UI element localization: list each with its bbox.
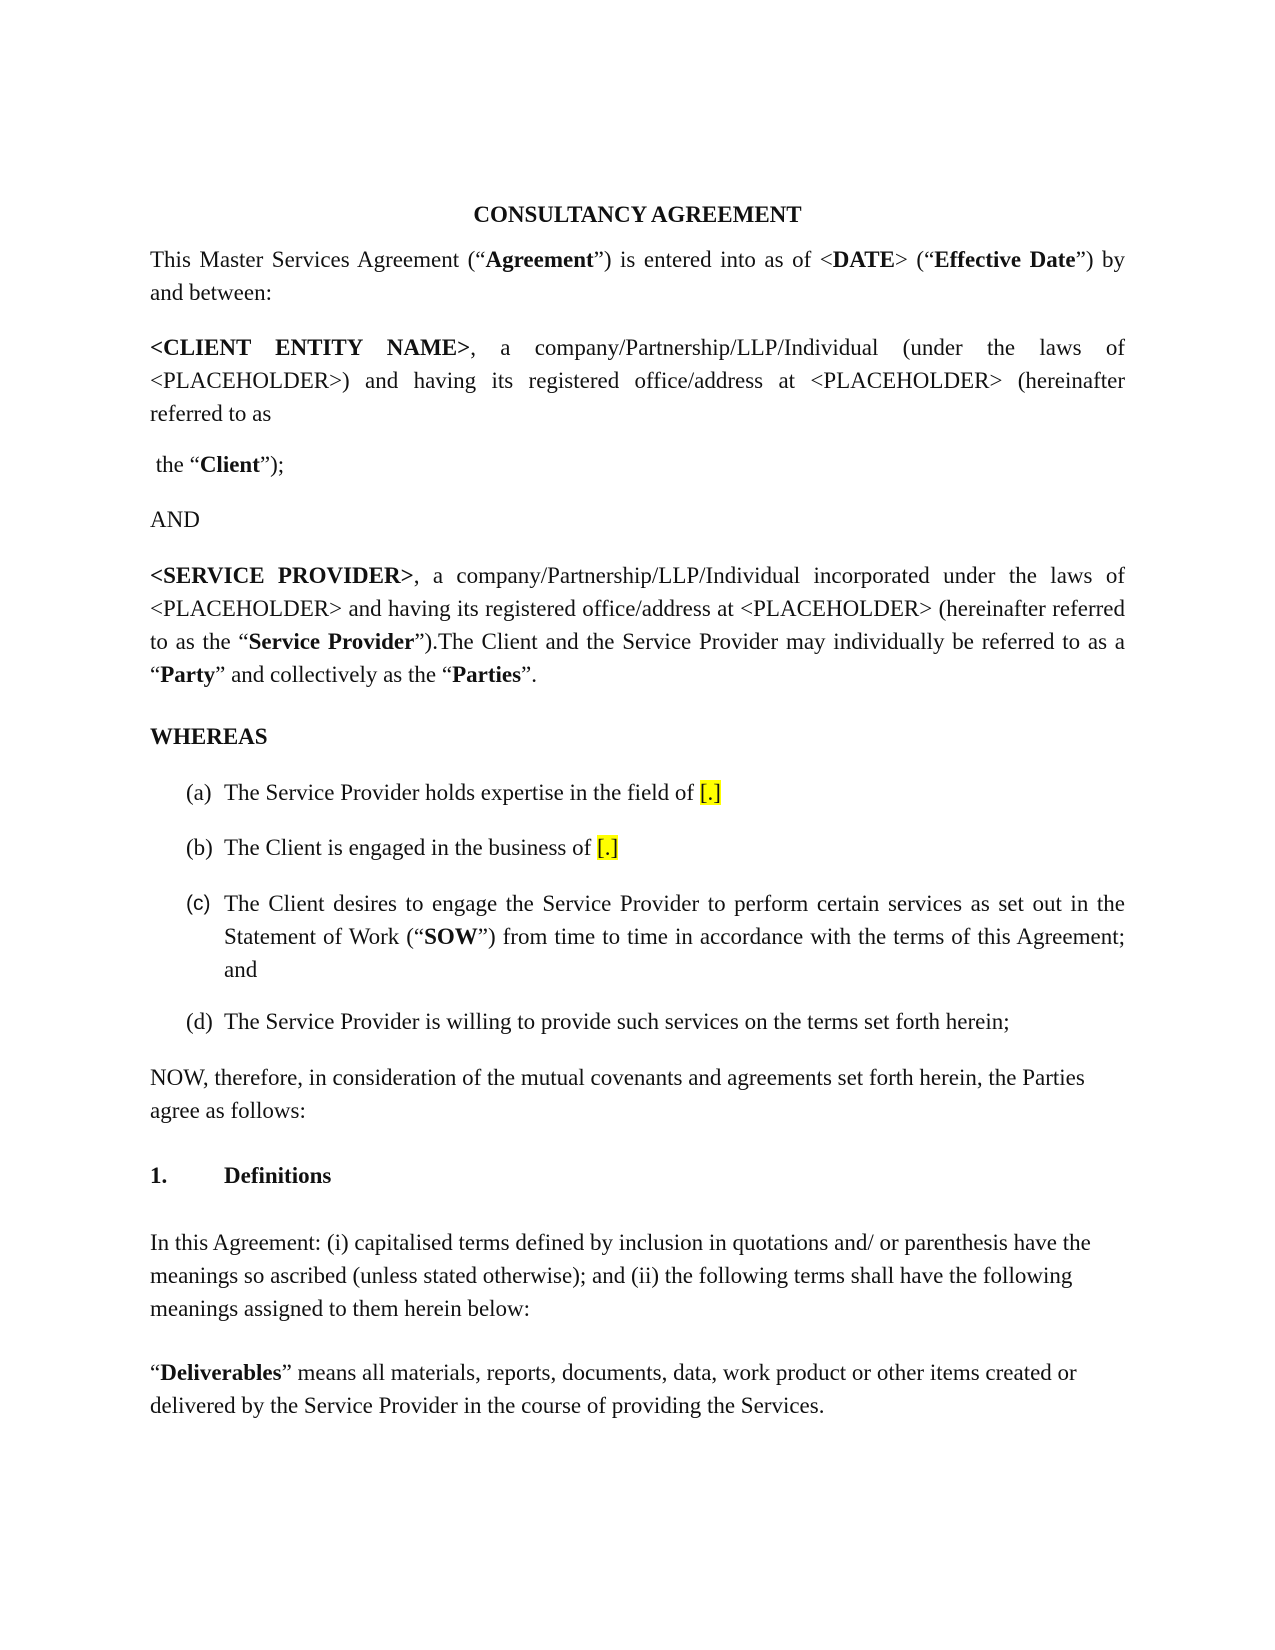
intro-text-3: > (“ <box>894 247 935 272</box>
provider-text-3: ” and collectively as the “ <box>215 662 453 687</box>
recital-d-text: The Service Provider is willing to provide such services on the terms set forth herein; <box>224 1009 1010 1034</box>
recital-c <box>186 887 1125 986</box>
provider-text-1: , a company/Partnership/LLP/Individual incorporated under the laws of <PLACEHOLDER> and having its registered office/address at <PLACEHOLDER> (hereinafter referred to as the “ <box>150 563 1126 654</box>
definition-deliverables <box>150 1356 1125 1422</box>
recital-a-placeholder: [.] <box>699 780 721 805</box>
recital-a <box>186 776 1125 809</box>
term-deliverables: Deliverables <box>160 1360 282 1385</box>
section-title: Definitions <box>224 1163 332 1188</box>
recital-c-label: (c) <box>186 892 211 915</box>
intro-text-2: ”) is entered into as of < <box>593 247 833 272</box>
client-entity-name: <CLIENT ENTITY NAME> <box>150 335 471 360</box>
recital-d-label: (d) <box>186 1009 213 1034</box>
section-number: 1. <box>150 1163 168 1188</box>
provider-text-2: ”).The Client and the Service Provider may individually be referred to as a “ <box>150 629 1125 687</box>
recital-a-text: The Service Provider holds expertise in the field of <box>224 780 700 805</box>
document-title: CONSULTANCY AGREEMENT <box>473 202 802 227</box>
client-line-text-2: ”); <box>259 452 285 477</box>
date-placeholder: DATE <box>832 247 895 272</box>
service-provider-name: <SERVICE PROVIDER> <box>150 563 414 588</box>
term-client: Client <box>199 452 260 477</box>
provider-text-4: ”. <box>521 662 537 687</box>
client-label-line <box>150 448 1125 481</box>
recital-a-label: (a) <box>186 780 212 805</box>
client-text: , a company/Partnership/LLP/Individual (under the laws of <PLACEHOLDER>) and having its registered office/address at <PLACEHOLDER> (hereinafter referred to as <box>150 335 1125 426</box>
recital-d <box>186 1005 1125 1038</box>
deliverables-text: ” means all materials, reports, documents, data, work product or other items created or delivered by the Service Provider in the course of providing the Services. <box>150 1360 1077 1418</box>
whereas-heading: WHEREAS <box>150 724 268 749</box>
provider-paragraph <box>150 559 1125 691</box>
and-text: AND <box>150 507 200 532</box>
term-service-provider: Service Provider <box>248 629 415 654</box>
recital-b-text: The Client is engaged in the business of <box>224 835 598 860</box>
intro-text-4: ”) by and between: <box>150 247 1126 305</box>
recital-c-text-1: The Client desires to engage the Service Provider to perform certain services as set out in the Statement of Work (“ <box>224 891 1125 949</box>
term-parties: Parties <box>452 662 522 687</box>
term-effective-date: Effective Date <box>934 247 1076 272</box>
term-party: Party <box>160 662 216 687</box>
intro-paragraph <box>150 243 1125 309</box>
recital-b-placeholder: [.] <box>597 835 619 860</box>
term-sow: SOW <box>424 924 478 949</box>
recital-b-label: (b) <box>186 835 213 860</box>
intro-text-1: This Master Services Agreement (“ <box>150 247 486 272</box>
term-agreement: Agreement <box>485 247 594 272</box>
recital-c-text-2: ”) from time to time in accordance with the terms of this Agreement; and <box>224 924 1125 982</box>
client-line-text-1: the “ <box>150 452 200 477</box>
deliverables-open-quote: “ <box>150 1360 161 1385</box>
definitions-intro-paragraph: In this Agreement: (i) capitalised terms defined by inclusion in quotations and/ or parenthesis have the meanings so ascribed (unless stated otherwise); and (ii) the following terms shall have the following meanings assigned to them herein below: <box>150 1230 1091 1321</box>
client-paragraph <box>150 331 1125 430</box>
recital-b <box>186 831 1125 864</box>
now-therefore-paragraph: NOW, therefore, in consideration of the mutual covenants and agreements set forth herein, the Parties agree as follows: <box>150 1065 1085 1123</box>
